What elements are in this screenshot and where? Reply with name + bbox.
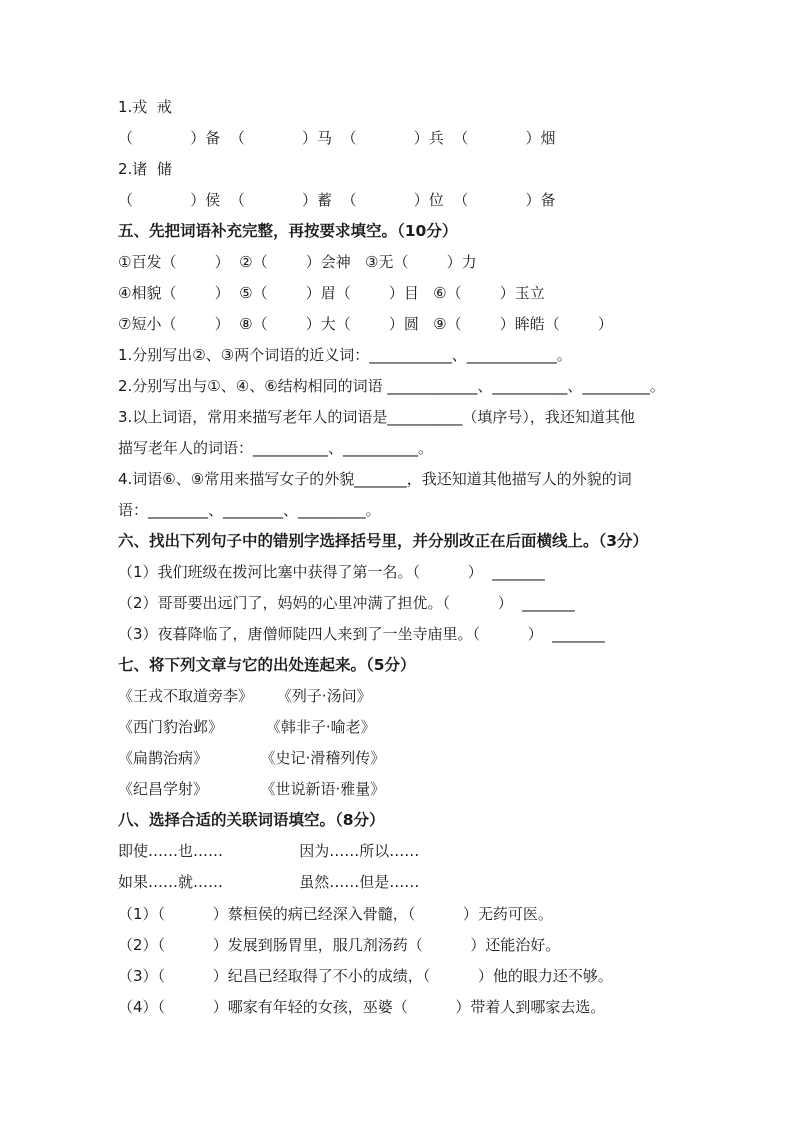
s5-row3: ⑦短小（ ） ⑧（ ）大（ ）圆 ⑨（ ）眸皓（ ）: [118, 315, 613, 333]
s5-q4-line1: 4.词语⑥、⑨常用来描写女子的外貌_______，我还知道其他描写人的外貌的词: [118, 470, 632, 488]
s8-line3: （3）（ ）纪昌已经取得了不小的成绩，（ ）他的眼力还不够。: [118, 967, 613, 985]
s5-q3-line1: 3.以上词语，常用来描写老年人的词语是__________（填序号），我还知道其他: [118, 408, 635, 426]
s4-q1-row: （ ）备 （ ）马 （ ）兵 （ ）烟: [118, 129, 556, 147]
s4-q2-title: 2.诸 储: [118, 160, 172, 178]
section-8-heading: 八、选择合适的关联词语填空。（8分）: [118, 811, 385, 829]
section-5-heading: 五、先把词语补充完整，再按要求填空。（10分）: [118, 222, 458, 240]
s8-line1: （1）（ ）蔡桓侯的病已经深入骨髓，（ ）无药可医。: [118, 905, 553, 923]
s8-line2: （2）（ ）发展到肠胃里，服几剂汤药（ ）还能治好。: [118, 936, 561, 954]
s6-line3: （3）夜暮降临了，唐僧师陡四人来到了一坐寺庙里。（ ） _______: [118, 625, 605, 643]
s7-line4: 《纪昌学射》 《世说新语·雅量》: [118, 780, 386, 798]
s5-q2: 2.分别写出与①、④、⑥结构相同的词语 ____________、__________、_________。: [118, 377, 665, 395]
section-7-heading: 七、将下列文章与它的出处连起来。（5分）: [118, 656, 416, 674]
s6-line1: （1）我们班级在拨河比塞中获得了第一名。（ ） _______: [118, 563, 545, 581]
s8-words-line2: 如果……就…… 虽然……但是……: [118, 873, 420, 891]
s7-line1: 《王戎不取道旁李》 《列子·汤问》: [118, 687, 372, 705]
s5-q4-line2: 语：________、________、_________。: [118, 501, 381, 519]
s5-row1: ①百发（ ） ②（ ）会神 ③无（ ）力: [118, 253, 477, 271]
s8-words-line1: 即使……也…… 因为……所以……: [118, 842, 420, 860]
s8-line4: （4）（ ）哪家有年轻的女孩，巫婆（ ）带着人到哪家去选。: [118, 998, 606, 1016]
s7-line3: 《扁鹊治病》 《史记·滑稽列传》: [118, 749, 386, 767]
s5-q1: 1.分别写出②、③两个词语的近义词：___________、____________。: [118, 346, 572, 364]
section-6-heading: 六、找出下列句子中的错别字选择括号里，并分别改正在后面横线上。（3分）: [118, 532, 649, 550]
s5-row2: ④相貌（ ） ⑤（ ）眉（ ）目 ⑥（ ）玉立: [118, 284, 545, 302]
s7-line2: 《西门豹治邺》 《韩非子·喻老》: [118, 718, 376, 736]
s6-line2: （2）哥哥要出远门了，妈妈的心里冲满了担优。（ ） _______: [118, 594, 575, 612]
s5-q3-line2: 描写老年人的词语：__________、__________。: [118, 439, 434, 457]
s4-q1-title: 1.戎 戒: [118, 98, 172, 116]
s4-q2-row: （ ）侯 （ ）蓄 （ ）位 （ ）备: [118, 191, 556, 209]
